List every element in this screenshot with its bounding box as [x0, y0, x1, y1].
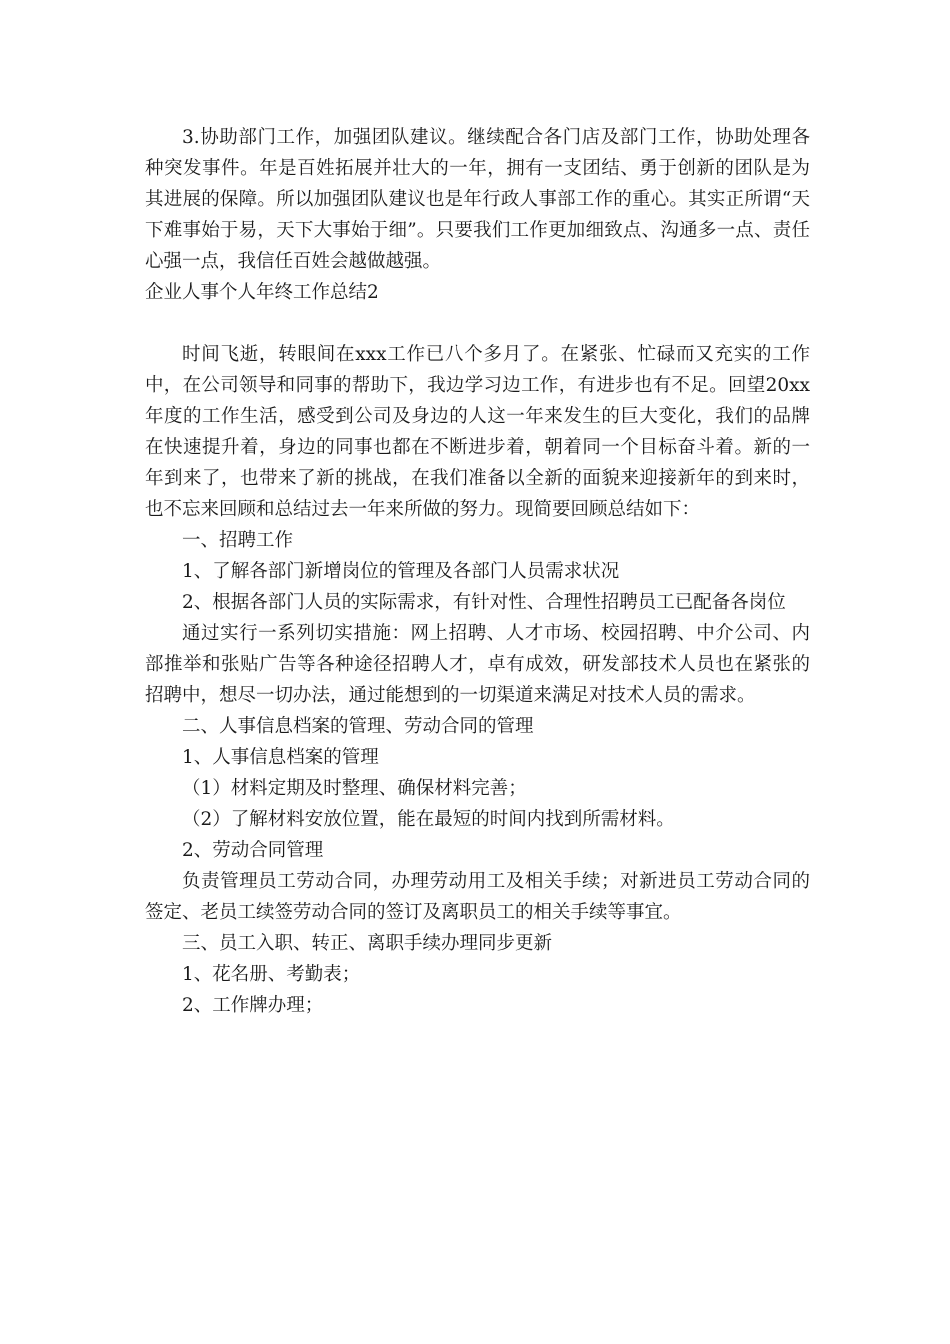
paragraph-recruitment-measures: 通过实行一系列切实措施：网上招聘、人才市场、校园招聘、中介公司、内部推举和张贴广告等各种途径招聘人才，卓有成效，研发部技术人员也在紧张的招聘中，想尽一切办法，通过能想到的一切渠道来满足对技术人员的需求。 — [145, 623, 810, 706]
heading-recruitment: 一、招聘工作 — [182, 530, 294, 551]
list-item-records-sub-2: （2）了解材料安放位置，能在最短的时间内找到所需材料。 — [182, 809, 675, 830]
paragraph-contracts: 负责管理员工劳动合同，办理劳动用工及相关手续；对新进员工劳动合同的签定、老员工续签劳动合同的签订及离职员工的相关手续等事宜。 — [145, 871, 810, 923]
section-title: 企业人事个人年终工作总结2 — [145, 282, 379, 303]
list-item-records: 1、人事信息档案的管理 — [182, 747, 379, 768]
list-item-recruitment-1: 1、了解各部门新增岗位的管理及各部门人员需求状况 — [182, 561, 620, 582]
list-item-recruitment-2: 2、根据各部门人员的实际需求，有针对性、合理性招聘员工已配备各岗位 — [182, 592, 786, 613]
list-item-records-sub-1: （1）材料定期及时整理、确保材料完善； — [182, 778, 527, 799]
paragraph-intro: 时间飞逝，转眼间在xxx工作已八个多月了。在紧张、忙碌而又充实的工作中，在公司领导和同事的帮助下，我边学习边工作，有进步也有不足。回望20xx年度的工作生活，感受到公司及身边的人这一年来发生的巨大变化，我们的品牌在快速提升着，身边的同事也都在不断进步着，朝着同一个目标奋斗着。新的一年到来了，也带来了新的挑战，在我们准备以全新的面貌来迎接新年的到来时，也不忘来回顾和总结过去一年来所做的努力。现简要回顾总结如下： — [145, 344, 810, 520]
document-body — [145, 122, 810, 1021]
list-item-onboarding-2: 2、工作牌办理； — [182, 995, 324, 1016]
list-item-contracts: 2、劳动合同管理 — [182, 840, 324, 861]
heading-records-contracts: 二、人事信息档案的管理、劳动合同的管理 — [182, 716, 534, 737]
heading-onboarding: 三、员工入职、转正、离职手续办理同步更新 — [182, 933, 553, 954]
paragraph-team-building: 3.协助部门工作，加强团队建议。继续配合各门店及部门工作，协助处理各种突发事件。年是百姓拓展并壮大的一年，拥有一支团结、勇于创新的团队是为其进展的保障。所以加强团队建议也是年行政人事部工作的重心。其实正所谓“天下难事始于易，天下大事始于细”。只要我们工作更加细致点、沟通多一点、责任心强一点，我信任百姓会越做越强。 — [145, 127, 810, 272]
list-item-onboarding-1: 1、花名册、考勤表； — [182, 964, 361, 985]
blank-line — [145, 308, 810, 339]
